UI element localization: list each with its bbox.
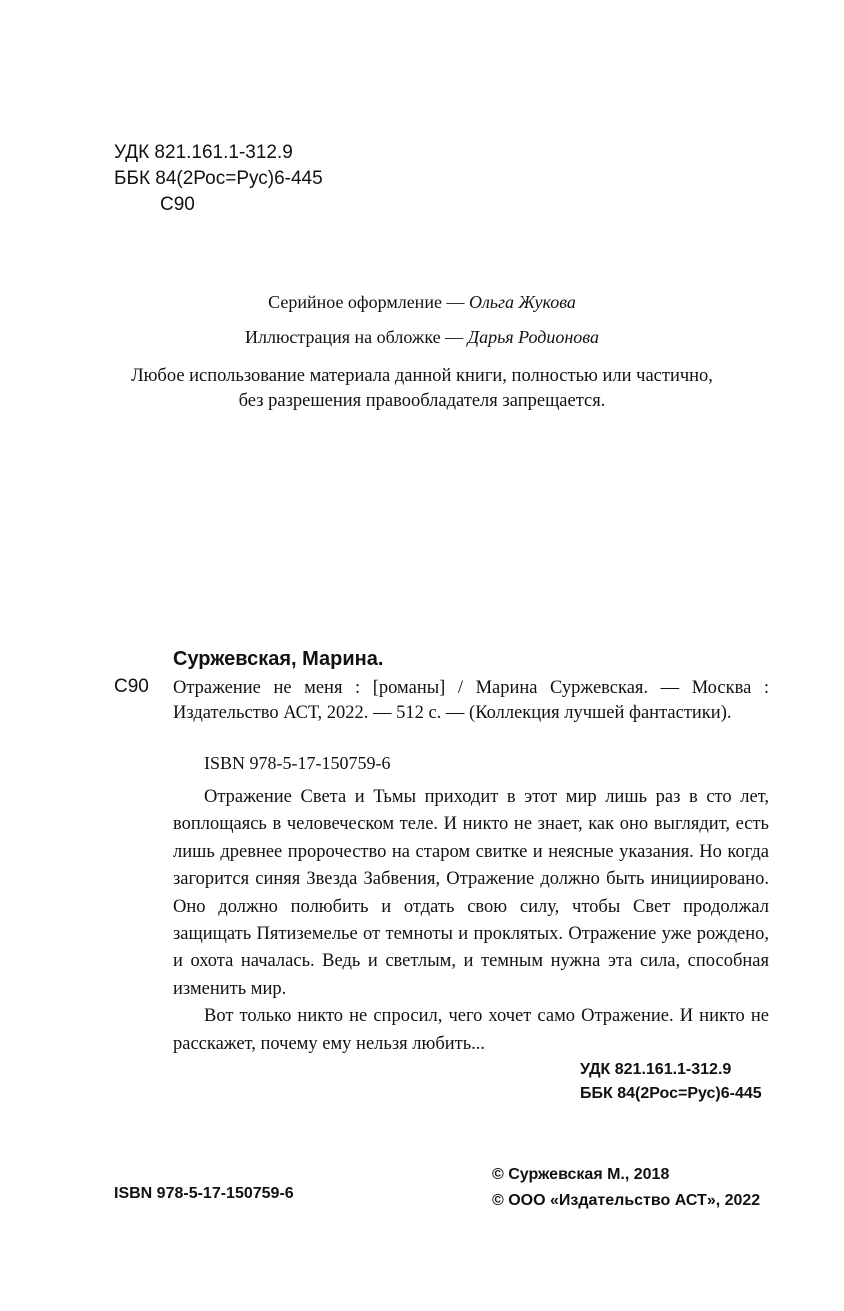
annotation-paragraph: Отражение Света и Тьмы приходит в этот мир лишь раз в сто лет, воплощаясь в человеческом теле. И никто не знает, как оно выглядит, есть лишь древнее пророчество на старом свитке и неясные указания. Но когда загорится синяя Звезда Забвения, Отражение должно быть инициировано. Оно должно полюбить и отдать свою силу, чтобы Свет продолжал защищать Пятиземелье от темноты и проклятых. Отражение уже рождено, и охота началась. Ведь и светлым, и темным нужна эта сила, способная изменить мир. <box>173 787 769 999</box>
copyright-block <box>492 1162 760 1214</box>
copyright-publisher: © ООО «Издательство АСТ», 2022 <box>492 1192 761 1209</box>
footer-isbn: ISBN 978-5-17-150759-6 <box>114 1185 294 1202</box>
copyright-author: © Суржевская М., 2018 <box>492 1166 670 1183</box>
credit-name: Ольга Жукова <box>468 292 576 312</box>
catalog-bbk-code: ББК 84(2Рос=Рус)6-445 <box>580 1085 762 1102</box>
catalog-udk-code: УДК 821.161.1-312.9 <box>580 1061 732 1078</box>
credit-role: Иллюстрация на обложке — <box>245 327 468 347</box>
classification-block <box>114 140 323 218</box>
author-heading: Суржевская, Марина. <box>173 648 384 670</box>
credit-name: Дарья Родионова <box>467 327 599 347</box>
cutter-code: С90 <box>160 194 195 215</box>
rights-notice: Любое использование материала данной книги, полностью или частично, без разрешения правообладателя запрещается. <box>131 366 713 411</box>
catalog-cutter-code: С90 <box>114 676 149 697</box>
udk-code: УДК 821.161.1-312.9 <box>114 142 293 163</box>
annotation-paragraph: Вот только никто не спросил, чего хочет само Отражение. И никто не расскажет, почему ему нельзя любить... <box>173 1006 769 1054</box>
bibliographic-description: Отражение не меня : [романы] / Марина Суржевская. — Москва : Издательство АСТ, 2022. — 512 с. — (Коллекция лучшей фантастики). <box>173 678 769 723</box>
catalog-codes <box>580 1058 762 1106</box>
catalog-isbn: ISBN 978-5-17-150759-6 <box>204 753 391 773</box>
cover-illustration-credit <box>0 327 844 348</box>
bbk-code: ББК 84(2Рос=Рус)6-445 <box>114 168 323 189</box>
series-design-credit <box>0 292 844 313</box>
credit-role: Серийное оформление — <box>268 292 469 312</box>
annotation <box>173 784 769 1058</box>
